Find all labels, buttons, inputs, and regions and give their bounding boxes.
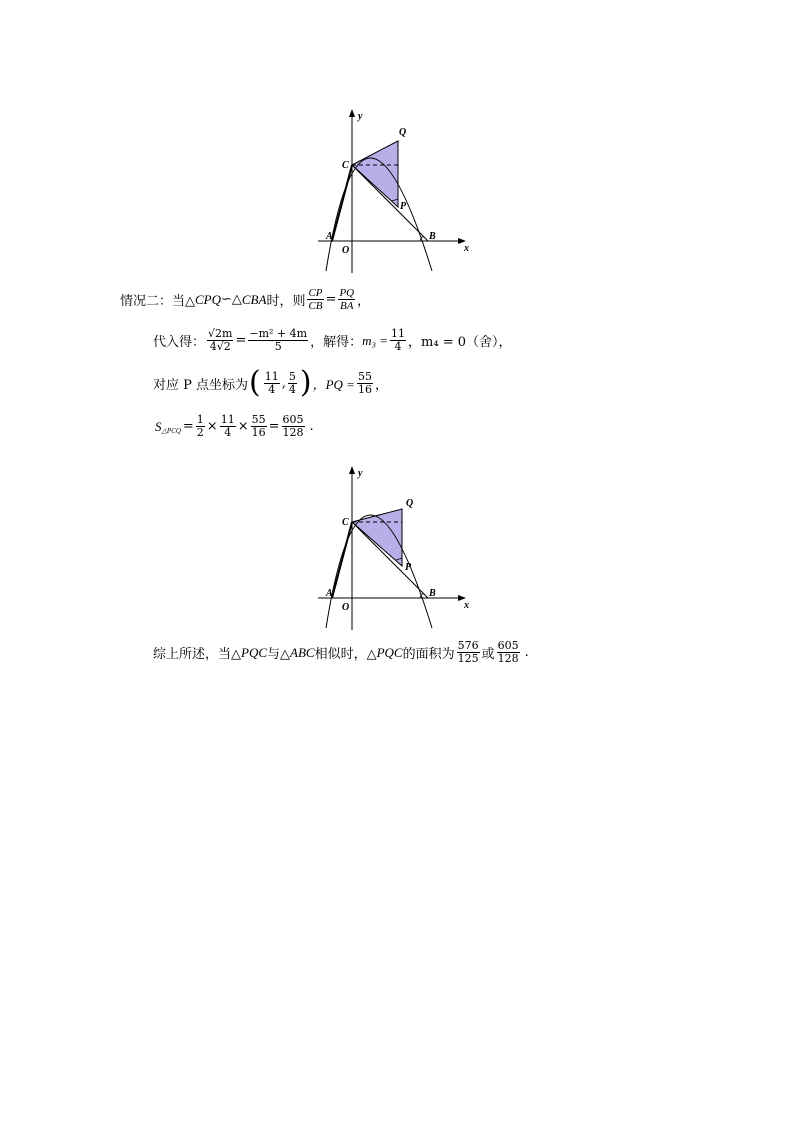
summary-or: 或: [481, 647, 495, 662]
fraction-denominator: BA: [340, 300, 354, 312]
fraction-55-16: [251, 414, 267, 439]
case-two-mid: 时，则: [266, 294, 306, 309]
fraction-quadratic: [248, 328, 308, 353]
label-x: x: [464, 243, 469, 254]
label-b: B: [429, 588, 436, 599]
coord-prefix: 对应 P 点坐标为: [153, 377, 249, 393]
m4-text: m₄ = 0（舍），: [421, 335, 512, 350]
summary-prefix: 综上所述，当△: [153, 647, 241, 662]
fraction-numerator: 55: [251, 413, 266, 426]
substitute-prefix: 代入得：: [153, 335, 206, 350]
label-c: C: [342, 160, 349, 171]
fraction-denominator: 4: [394, 340, 402, 353]
case-two-sim: ∽△: [221, 292, 242, 307]
m3-label: m₃ =: [362, 332, 389, 348]
fraction-denominator: 4: [288, 382, 296, 396]
fraction-numerator: 576: [457, 639, 479, 652]
equals-sign: =: [235, 333, 247, 348]
shaded-triangle-cqp: [352, 509, 402, 566]
coord-mid: ，PQ =: [312, 376, 355, 392]
fraction-numerator: PQ: [339, 287, 355, 299]
summary-tail: 的面积为: [402, 647, 455, 662]
summary-tri1: PQC: [241, 644, 267, 660]
label-y: y: [358, 111, 363, 122]
fraction-numerator: 11: [264, 369, 279, 383]
line-ac: [332, 522, 352, 598]
fraction-half: [196, 414, 205, 439]
case-two-tri1: CPQ: [195, 291, 221, 307]
fraction-sqrt2m: [207, 328, 233, 353]
fraction-numerator: 11: [391, 327, 406, 340]
fraction-numerator: √2m: [208, 327, 233, 340]
area-line: [155, 414, 314, 439]
case-two-prefix: 情况二：当△: [120, 294, 195, 309]
left-paren: (: [249, 365, 261, 400]
label-q: Q: [406, 498, 414, 509]
fraction-denominator: 2: [196, 426, 204, 439]
equals-sign: =: [182, 419, 194, 434]
y-axis-arrow: [349, 109, 355, 117]
label-q: Q: [399, 127, 407, 138]
fraction-numerator: CP: [308, 287, 323, 299]
times-sign: ×: [206, 419, 218, 434]
fraction-denominator: CB: [308, 300, 323, 312]
label-x: x: [464, 600, 469, 611]
equals-sign: =: [268, 419, 280, 434]
fraction-numerator: 605: [497, 639, 519, 652]
fraction-denominator: 128: [497, 652, 519, 665]
label-p: P: [405, 562, 412, 573]
area-subscript: △PCQ: [161, 427, 181, 435]
label-y: y: [358, 468, 363, 479]
summary-mid: 相似时，△: [314, 647, 377, 662]
label-o: O: [342, 602, 350, 613]
summary-tri3: PQC: [376, 644, 403, 660]
fraction-denominator: 16: [357, 382, 372, 396]
label-c: C: [342, 517, 349, 528]
area-suffix: .: [309, 419, 314, 434]
label-p: P: [400, 201, 407, 212]
case-two-suffix: ，: [357, 294, 371, 309]
fraction-cp-cb: [307, 287, 323, 312]
line-ac: [332, 165, 352, 241]
fraction-eleven-fourths: [220, 414, 236, 439]
fraction-px: [264, 371, 280, 396]
fraction-denominator: 4√2: [209, 340, 231, 353]
equals-sign: =: [325, 292, 337, 307]
label-a: A: [326, 588, 333, 599]
area-label: S: [155, 418, 162, 434]
fraction-pq: [357, 371, 373, 396]
fraction-denominator: 128: [282, 426, 304, 439]
fraction-numerator: 11: [220, 413, 235, 426]
label-a: A: [326, 231, 333, 242]
fraction-denominator: 125: [457, 652, 479, 665]
parabola-figure-1: [310, 105, 480, 277]
fraction-numerator: 605: [282, 413, 304, 426]
summary-suffix: .: [524, 645, 529, 660]
fraction-denominator: 5: [274, 340, 282, 353]
summary-with: 与△: [267, 647, 290, 662]
fraction-denominator: 4: [268, 382, 276, 396]
parabola-figure-2: [310, 462, 480, 634]
fraction-numerator: 55: [357, 369, 372, 383]
fraction-numerator: 1: [196, 413, 204, 426]
case-two-line: [120, 287, 370, 312]
substitute-sep: ，: [408, 335, 422, 350]
summary-tri2: ABC: [290, 644, 315, 660]
fraction-numerator: −m² + 4m: [249, 327, 308, 340]
substitute-line: [153, 328, 512, 353]
y-axis-arrow: [349, 466, 355, 474]
fraction-605-128: [497, 640, 520, 665]
fraction-denominator: 16: [251, 426, 266, 439]
coord-suffix: ，: [374, 377, 388, 393]
fraction-pq-ba: [338, 287, 355, 312]
fraction-result: [282, 414, 305, 439]
fraction-denominator: 4: [224, 426, 232, 439]
fraction-numerator: 5: [288, 369, 296, 383]
coord-comma: ,: [281, 375, 286, 391]
fraction-m3: [390, 328, 406, 353]
fraction-py: [288, 371, 297, 396]
label-o: O: [342, 245, 350, 256]
right-paren: ): [299, 365, 312, 400]
coordinate-line: [153, 365, 388, 400]
summary-line: [153, 640, 529, 665]
label-b: B: [429, 231, 436, 242]
times-sign: ×: [237, 419, 249, 434]
fraction-576-125: [457, 640, 480, 665]
substitute-mid: ，解得：: [310, 335, 363, 350]
case-two-tri2: CBA: [241, 291, 267, 307]
